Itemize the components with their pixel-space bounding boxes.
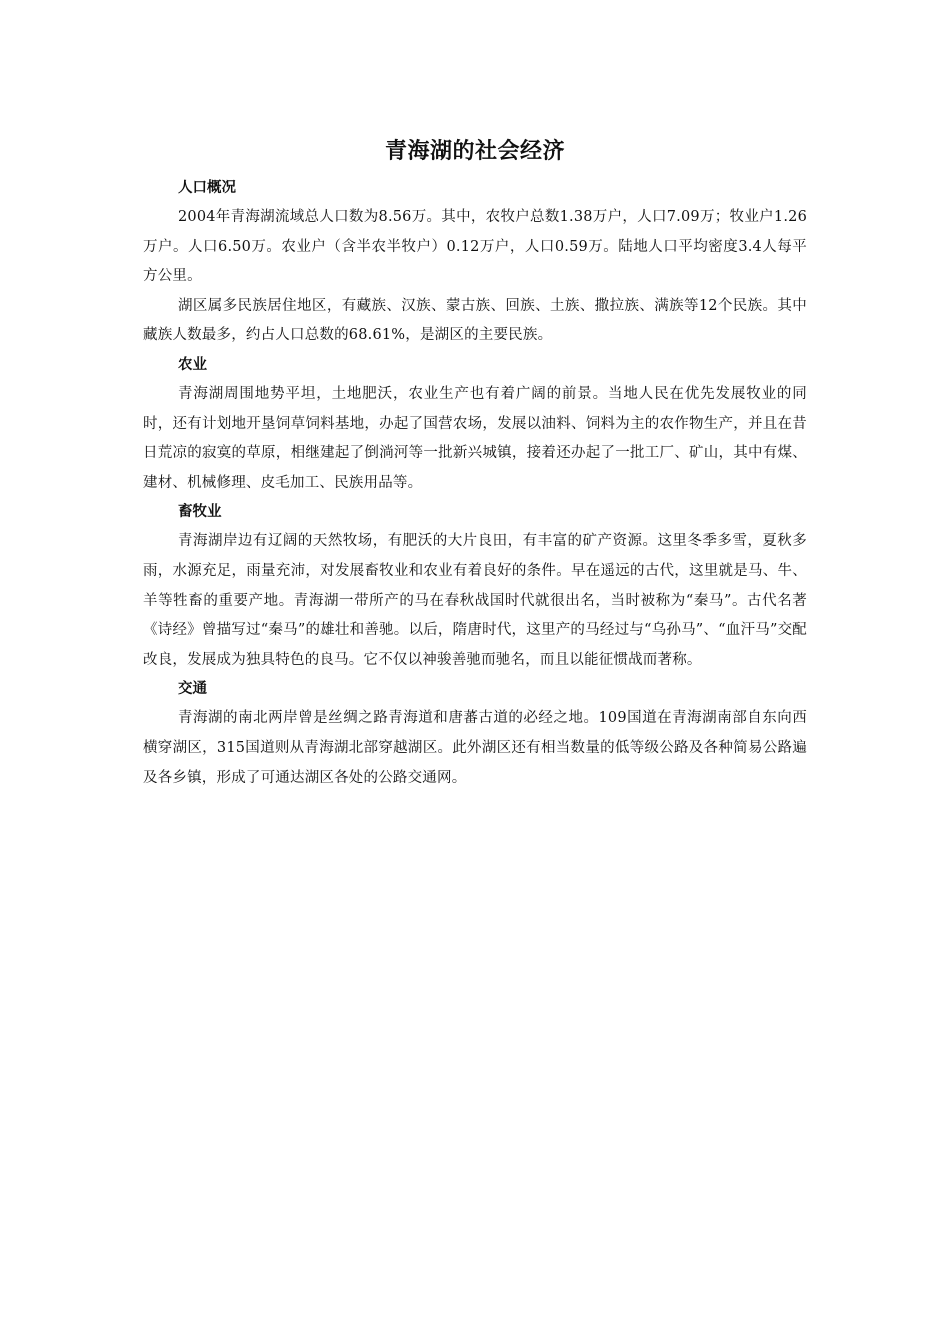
page-title: 青海湖的社会经济 [384, 138, 565, 164]
paragraph-ethnic-groups: 湖区属多民族居住地区，有藏族、汉族、蒙古族、回族、土族、撒拉族、满族等12个民族。其中藏族人数最多，约占人口总数的68.61%，是湖区的主要民族。 [143, 297, 807, 344]
section-transport [143, 675, 807, 793]
section-heading-animal-husbandry: 畜牧业 [178, 504, 222, 521]
section-heading-agriculture: 农业 [178, 356, 207, 373]
document-body [143, 132, 807, 793]
section-population [143, 174, 807, 351]
section-agriculture [143, 351, 807, 498]
section-animal-husbandry [143, 498, 807, 675]
section-heading-population: 人口概况 [178, 180, 236, 196]
paragraph-agriculture: 青海湖周围地势平坦，土地肥沃，农业生产也有着广阔的前景。当地人民在优先发展牧业的同时，还有计划地开垦饲草饲料基地，办起了国营农场，发展以油料、饲料为主的农作物生产，并且在昔日荒凉的寂寞的草原，相继建起了倒淌河等一批新兴城镇，接着还办起了一批工厂、矿山，其中有煤、建材、机械修理、皮毛加工、民族用品等。 [143, 385, 807, 491]
paragraph-transport: 青海湖的南北两岸曾是丝绸之路青海道和唐蕃古道的必经之地。109国道在青海湖南部自东向西横穿湖区，315国道则从青海湖北部穿越湖区。此外湖区还有相当数量的低等级公路及各种简易公路遍及各乡镇，形成了可通达湖区各处的公路交通网。 [143, 710, 807, 786]
paragraph-animal-husbandry: 青海湖岸边有辽阔的天然牧场，有肥沃的大片良田，有丰富的矿产资源。这里冬季多雪，夏秋多雨，水源充足，雨量充沛，对发展畜牧业和农业有着良好的条件。早在遥远的古代，这里就是马、牛、羊等牲畜的重要产地。青海湖一带所产的马在春秋战国时代就很出名，当时被称为“秦马”。古代名著《诗经》曾描写过“秦马”的雄壮和善驰。以后，隋唐时代，这里产的马经过与“乌孙马”、“血汗马”交配改良，发展成为独具特色的良马。它不仅以神骏善驰而驰名，而且以能征惯战而著称。 [143, 533, 807, 668]
section-heading-transport: 交通 [178, 681, 207, 698]
paragraph-population-stats: 2004年青海湖流域总人口数为8.56万。其中，农牧户总数1.38万户，人口7.09万；牧业户1.26万户。人口6.50万。农业户（含半农半牧户）0.12万户，人口0.59万。陆地人口平均密度3.4人每平方公里。 [143, 209, 807, 285]
